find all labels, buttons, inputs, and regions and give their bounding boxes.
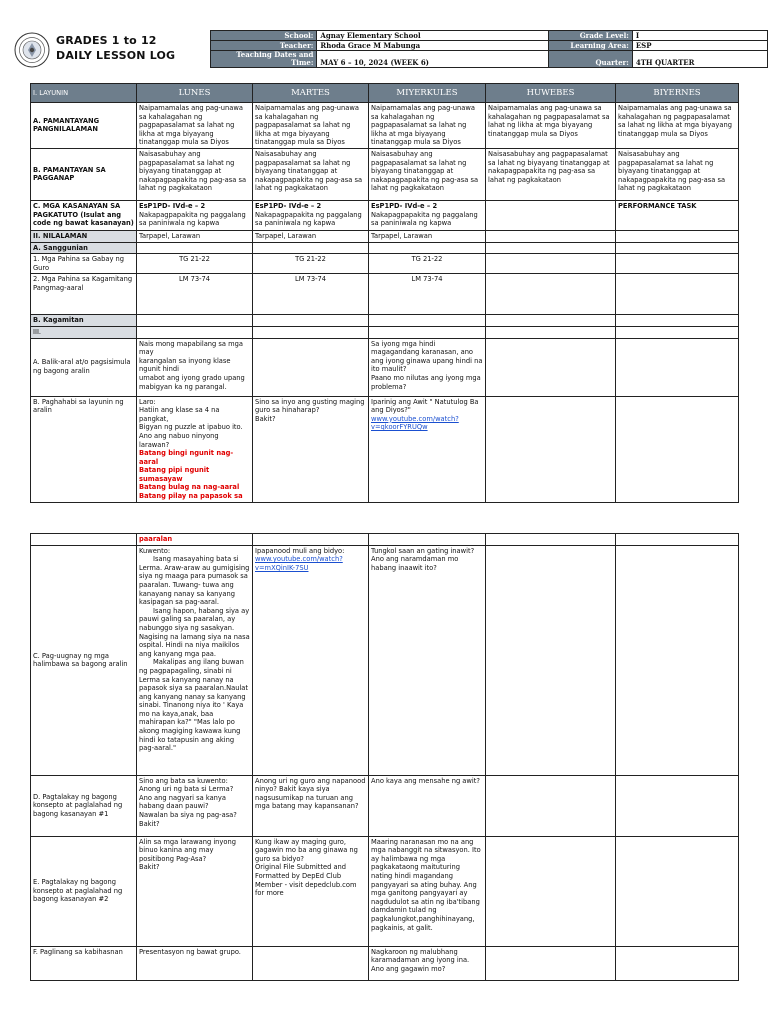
empty-cell (616, 775, 739, 836)
deped-seal-icon (14, 32, 50, 68)
empty-cell (616, 274, 739, 315)
pagtalakay-1-monday: Sino ang bata sa kuwento: Anong uri ng bata si Lerma? Ano ang nagyari sa kanya habang daan pauwi? Nawalan ba siya ng pag-asa? Bakit? (137, 775, 253, 836)
lm-cell: LM 73-74 (253, 274, 369, 315)
pag-uugnay-wednesday: Tungkol saan an gating inawit? Ano ang naramdaman mo habang inaawit ito? (369, 545, 486, 775)
youtube-link[interactable]: www.youtube.com/watch?v=qkoorFYRUQw (371, 414, 459, 432)
pagtalakay-1-tuesday: Anong uri ng guro ang napanood ninyo? Bakit kaya siya nagsusumikap na turuan ang mga batang may kapansanan? (253, 775, 369, 836)
empty-cell (616, 315, 739, 327)
dates-label-1: Teaching Dates and (236, 50, 314, 59)
pagganap-cell: Naisasabuhay ang pagpapasalamat sa lahat ng biyayang tinatanggap at nakapagpapakita ng pag-asa sa lahat ng pagkakataon (369, 148, 486, 200)
pagganap-cell: Naisasabuhay ang pagpapasalamat sa lahat ng biyayang tinatanggap at nakapagpapakita ng pag-asa sa lahat ng pagkakataon (137, 148, 253, 200)
empty-cell (253, 534, 369, 546)
day-header-wednesday: MIYERKULES (369, 84, 486, 103)
pag-uugnay-label: C. Pag-uugnay ng mga halimbawa sa bagong aralin (31, 545, 137, 775)
pang-cell: Naipamamalas ang pag-unawa sa kahalagahan ng pagpapasalamat sa lahat ng likha at mga biyayang tinatanggap mula sa Diyos (137, 103, 253, 149)
school-label: School: (211, 31, 317, 41)
youtube-link[interactable]: www.youtube.com/watch?v=mXQinIK-7SU (255, 555, 343, 572)
empty-cell (369, 534, 486, 546)
day-header-friday: BIYERNES (616, 84, 739, 103)
lesson-log-header (12, 30, 768, 72)
quarter-value: 4TH QUARTER (632, 51, 767, 68)
empty-cell (137, 242, 253, 254)
paghahabi-tuesday: Sino sa inyo ang gusting maging guro sa hinaharap? Bakit? (253, 396, 369, 502)
pagtalakay-2-label: E. Pagtalakay ng bagong konsepto at paglalahad ng bagong kasanayan #2 (31, 836, 137, 946)
empty-cell (486, 326, 616, 338)
empty-cell (253, 946, 369, 980)
pagganap-cell: Naisasabuhay ang pagpapasalamat sa lahat ng biyayang tinatanggap at nakapagpapakita ng pag-asa sa lahat ng pagkakataon (253, 148, 369, 200)
kasanayan-label: C. MGA KASANAYAN SA PAGKATUTO (Isulat ang code ng bawat kasanayan) (31, 200, 137, 230)
puzzle-answer: Batang pilay na papasok sa (139, 492, 243, 501)
sanggunian-label: A. Sanggunian (31, 242, 137, 254)
nilalaman-cell: Tarpapel, Larawan (253, 230, 369, 242)
pag-uugnay-monday (137, 545, 253, 775)
pamantayan-pagganap-label: B. PAMANTAYAN SA PAGGANAP (31, 148, 137, 200)
competency-text: Nakapagpapakita ng paggalang sa paniniwala ng kapwa (255, 210, 362, 228)
balik-aral-label: A. Balik-aral at/o pagsisimula ng bagong aralin (31, 338, 137, 396)
pamantayang-pangnilalaman-label: A. PAMANTAYANG PANGNILALAMAN (31, 103, 137, 149)
competency-text: Nakapagpapakita ng paggalang sa paniniwala ng kapwa (371, 210, 478, 228)
video-instruction: Ipapanood muli ang bidyo: (255, 546, 345, 555)
document-title (56, 33, 175, 63)
paghahabi-wednesday (369, 396, 486, 502)
dates-label (211, 51, 317, 68)
song-instruction: Iparinig ang Awit " Natutulog Ba ang Diyos?" (371, 397, 479, 415)
empty-cell (486, 338, 616, 396)
day-header-thursday: HUWEBES (486, 84, 616, 103)
pang-cell: Naipamamalas ang pag-unawa sa kahalagahan ng pagpapasalamat sa lahat ng likha at mga biyayang tinatanggap mula sa Diyos (369, 103, 486, 149)
empty-cell (616, 242, 739, 254)
empty-cell (486, 836, 616, 946)
empty-cell (616, 545, 739, 775)
empty-cell (486, 274, 616, 315)
paghahabi-label: B. Paghahabi sa layunin ng aralin (31, 396, 137, 502)
header-info-table (210, 30, 768, 68)
gabay-label: 1. Mga Pahina sa Gabay ng Guro (31, 254, 137, 274)
lesson-table-part-1 (30, 83, 739, 503)
nilalaman-cell-empty (616, 230, 739, 242)
kasanayan-cell (137, 200, 253, 230)
puzzle-answer: Batang bulag na nag-aaral (139, 483, 240, 492)
empty-cell (616, 946, 739, 980)
empty-cell (616, 338, 739, 396)
pang-cell: Naipamamalas ang pag-unawa sa kahalagahan ng pagpapasalamat sa lahat ng likha at mga biyayang tinatanggap mula sa Diyos (253, 103, 369, 149)
balik-aral-monday: Nais mong mapabilang sa mga may karangalan sa inyong klase ngunit hindi umabot ang iyong grado upang mabigyan ka ng parangal. (137, 338, 253, 396)
puzzle-answer: Batang bingi ngunit nag-aaral (139, 449, 234, 466)
pagganap-cell: Naisasabuhay ang pagpapasalamat sa lahat ng biyayang tinatanggap at nakapagpapakita ng pag-asa sa lahat ng pagkakataon (616, 148, 739, 200)
area-label: Learning Area: (549, 41, 633, 51)
empty-cell (369, 315, 486, 327)
empty-cell (486, 315, 616, 327)
empty-cell (486, 534, 616, 546)
lesson-table-part-2 (30, 533, 739, 981)
day-header-monday: LUNES (137, 84, 253, 103)
empty-cell (137, 315, 253, 327)
empty-cell (616, 396, 739, 502)
tg-cell: TG 21-22 (369, 254, 486, 274)
grade-label: Grade Level: (549, 31, 633, 41)
area-value: ESP (632, 41, 767, 51)
kasanayan-cell (253, 200, 369, 230)
title-line-2: DAILY LESSON LOG (56, 49, 176, 62)
empty-cell (369, 326, 486, 338)
school-value: Agnay Elementary School (317, 31, 549, 41)
competency-code: EsP1PD- IVd-e – 2 (371, 201, 438, 210)
empty-cell (253, 315, 369, 327)
story-heading: Kuwento: (139, 546, 171, 555)
empty-cell (486, 775, 616, 836)
balik-aral-wednesday: Sa iyong mga hindi magagandang karanasan, ano ang iyong ginawa upang hindi na ito maulit? Paano mo nilutas ang iyong mga problema? (369, 338, 486, 396)
empty-cell (486, 946, 616, 980)
pag-uugnay-tuesday (253, 545, 369, 775)
empty-cell (486, 242, 616, 254)
title-line-1: GRADES 1 to 12 (56, 34, 157, 47)
iii-label: III. (31, 326, 137, 338)
nilalaman-label: II. NILALAMAN (31, 230, 137, 242)
empty-cell (369, 242, 486, 254)
empty-cell (31, 534, 137, 546)
dates-label-2: Time: (291, 58, 314, 67)
lm-cell: LM 73-74 (137, 274, 253, 315)
layunin-label: I. LAYUNIN (31, 84, 137, 103)
game-instructions: Laro: Hatiin ang klase sa 4 na pangkat, Bigyan ng puzzle at ipabuo ito. Ano ang nabuo ninyong larawan? (139, 397, 243, 449)
teacher-value: Rhoda Grace M Mabunga (317, 41, 549, 51)
empty-cell (616, 836, 739, 946)
lm-cell: LM 73-74 (369, 274, 486, 315)
paglinang-wednesday: Nagkaroon ng malubhang karamadaman ang iyong ina. Ano ang gagawin mo? (369, 946, 486, 980)
kagamitang-label: 2. Mga Pahina sa Kagamitang Pangmag-aaral (31, 274, 137, 315)
pagtalakay-2-tuesday: Kung ikaw ay maging guro, gagawin mo ba ang ginawa ng guro sa bidyo? Original File Submitted and Formatted by DepEd Club Member - visit depedclub.com for more (253, 836, 369, 946)
teacher-label: Teacher: (211, 41, 317, 51)
kagamitan-label: B. Kagamitan (31, 315, 137, 327)
competency-code: EsP1PD- IVd-e – 2 (139, 201, 206, 210)
pagtalakay-2-monday: Alin sa mga larawang inyong binuo kanina ang may positibong Pag-Asa? Bakit? (137, 836, 253, 946)
empty-cell (253, 242, 369, 254)
dates-value: MAY 6 – 10, 2024 (WEEK 6) (317, 51, 549, 68)
paglinang-label: F. Paglinang sa kabihasnan (31, 946, 137, 980)
competency-code: EsP1PD- IVd-e – 2 (255, 201, 322, 210)
story-paragraph: Makalipas ang ilang buwan ng pagpapagaling, sinabi ni Lerma sa kanyang nanay na papasok siya sa paaralan.Naulat ang kanyang nanay sa kanyang sinabi. Tinanong niya ito ' Kaya mo na kaya,anak, baa mahirapan ka?" "Mas lalo po akong magiging kawawa kung hindi ko tatapusin ang aking pag-aaral." (139, 658, 249, 753)
kasanayan-cell-empty (486, 200, 616, 230)
kasanayan-cell (369, 200, 486, 230)
nilalaman-cell: Tarpapel, Larawan (369, 230, 486, 242)
empty-cell (486, 254, 616, 274)
tg-cell: TG 21-22 (253, 254, 369, 274)
pang-cell: Naipamamalas ang pag-unawa sa kahalagahan ng pagpapasalamat sa lahat ng likha at mga biyayang tinatanggap mula sa Diyos (486, 103, 616, 149)
nilalaman-cell-empty (486, 230, 616, 242)
pagtalakay-1-wednesday: Ano kaya ang mensahe ng awit? (369, 775, 486, 836)
empty-cell (486, 396, 616, 502)
puzzle-answer: Batang pipi ngunit sumasayaw (139, 466, 210, 483)
quarter-label: Quarter: (549, 51, 633, 68)
day-header-tuesday: MARTES (253, 84, 369, 103)
paglinang-monday: Presentasyon ng bawat grupo. (137, 946, 253, 980)
empty-cell (616, 254, 739, 274)
performance-task: PERFORMANCE TASK (616, 200, 739, 230)
paghahabi-monday (137, 396, 253, 502)
empty-cell (253, 338, 369, 396)
pagganap-cell: Naisasabuhay ang pagpapasalamat sa lahat ng biyayang tinatanggap at nakapagpapakita ng pag-asa sa lahat ng pagkakataon (486, 148, 616, 200)
story-paragraph: Isang hapon, habang siya ay pauwi galing sa paaralan, ay nabunggo siya ng sasakyan. Nagising na lamang siya na nasa ospital. Hindi na niya maikilos ang kanyang mga paa. (139, 606, 250, 658)
puzzle-answer-continued: paaralan (137, 534, 253, 546)
empty-cell (486, 545, 616, 775)
empty-cell (137, 326, 253, 338)
pagtalakay-2-wednesday: Maaring naranasan mo na ang mga nabanggit na sitwasyon. Ito ay halimbawa ng mga pagkakataong maituturing nating hindi magandang pangyayari sa ating buhay. Ang mga ganitong pangyayari ay nagdudulot sa atin ng iba'tibang damdamin tulad ng pagkalungkot,panghihinayang, pagkainis, at galit. (369, 836, 486, 946)
pang-cell: Naipamamalas ang pag-unawa sa kahalagahan ng pagpapasalamat sa lahat ng likha at mga biyayang tinatanggap mula sa Diyos (616, 103, 739, 149)
story-paragraph: Isang masayahing bata si Lerma. Araw-araw au gumigising siya ng maaga para pumasok sa paaralan. Tuwang- tuwa ang kanayang nanay sa kanyang kasipagan sa pag-aaral. (139, 555, 250, 607)
empty-cell (616, 534, 739, 546)
tg-cell: TG 21-22 (137, 254, 253, 274)
empty-cell (253, 326, 369, 338)
pagtalakay-1-label: D. Pagtalakay ng bagong konsepto at paglalahad ng bagong kasanayan #1 (31, 775, 137, 836)
empty-cell (616, 326, 739, 338)
competency-text: Nakapagpapakita ng paggalang sa paniniwala ng kapwa (139, 210, 246, 228)
nilalaman-cell: Tarpapel, Larawan (137, 230, 253, 242)
grade-value: I (632, 31, 767, 41)
